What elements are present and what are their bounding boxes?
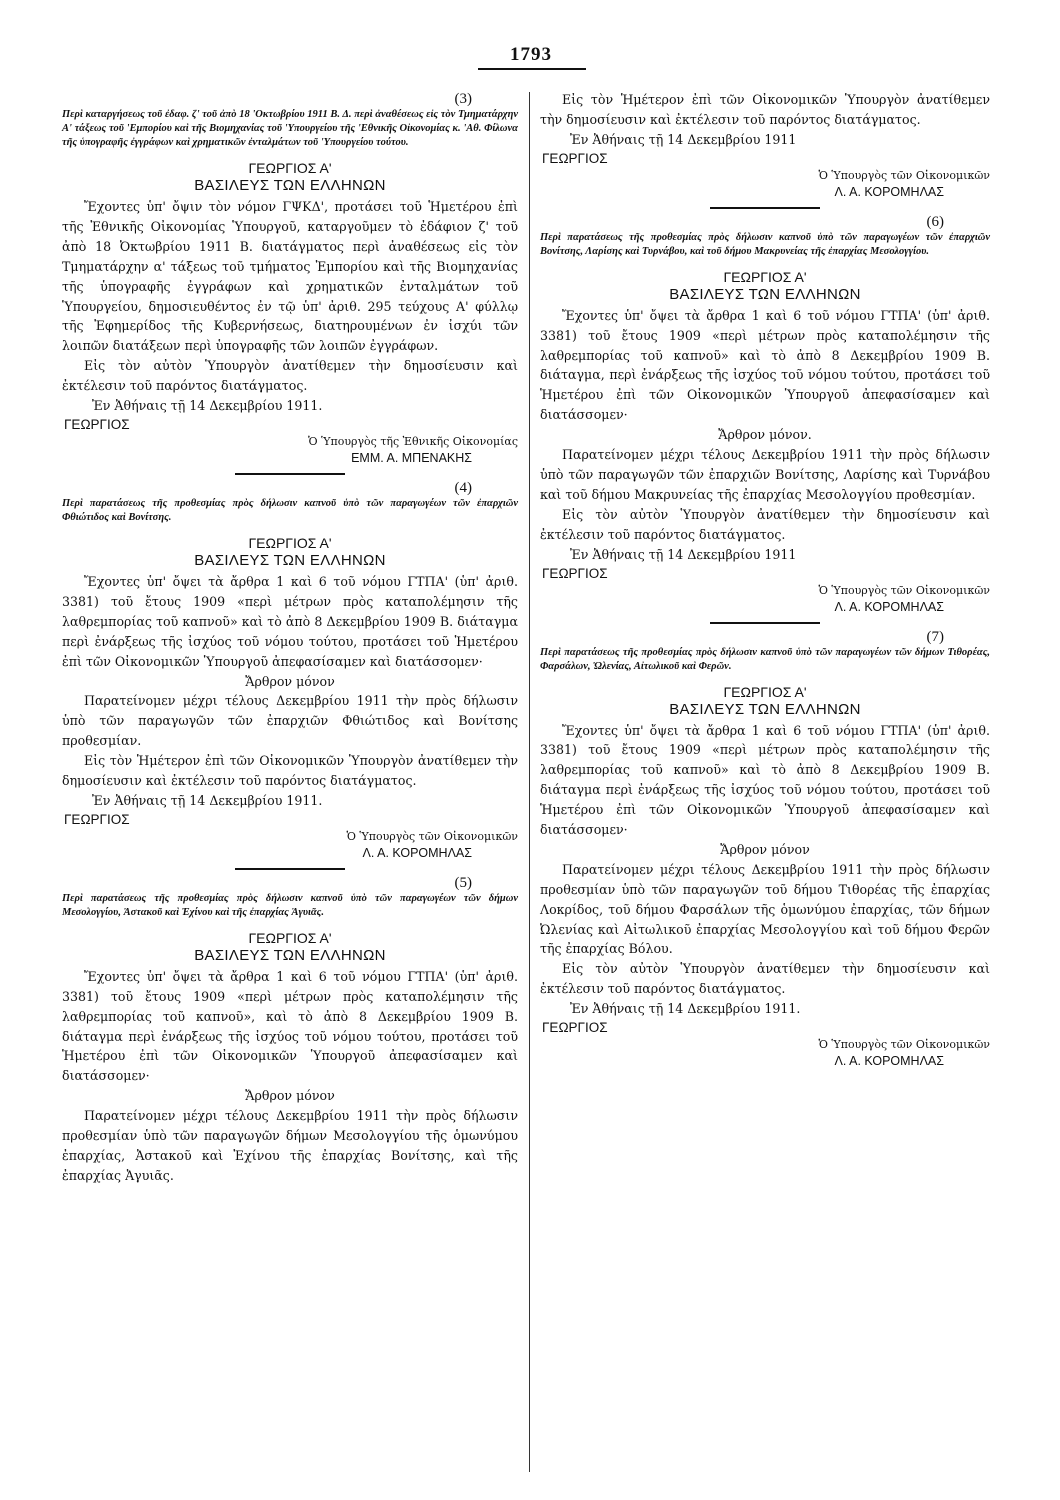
- decree-body: Ἔχοντες ὑπ' ὄψει τὰ ἄρθρα 1 καὶ 6 τοῦ νόμου ΓΤΠΑ' (ὑπ' ἀριθ. 3381) τοῦ ἔτους 1909 «περὶ μέτρων πρὸς καταπολέμησιν τῆς λαθρεμπορίας τοῦ καπνοῦ» καὶ τὸ ἀπὸ 8 Δεκεμβρίου 1909 Β. διάταγμα, περὶ ἐνάρξεως τῆς ἰσχύος τοῦ νόμου τούτου, προτάσει τοῦ Ἡμετέρου ἐπὶ τῶν Οἰκονομικῶν Ὑπουργοῦ ἀπεφασίσαμεν καὶ διατάσσομεν·: [540, 307, 990, 423]
- decree-4: [62, 479, 518, 870]
- page-number-rule: [478, 68, 586, 70]
- decree-heading: Περὶ παρατάσεως τῆς προθεσμίας πρὸς δήλωσιν καπνοῦ ὑπὸ τῶν παραγωγέων τῶν ἐπαρχιῶν Φθιώτιδος καὶ Βονίτσης.: [62, 497, 518, 523]
- decree-date: Ἐν Ἀθήναις τῇ 14 Δεκεμβρίου 1911.: [92, 398, 323, 414]
- article-heading: Ἄρθρον μόνον: [720, 841, 810, 857]
- decree-number: (4): [454, 479, 472, 496]
- minister-title: Ὁ Ὑπουργὸς τῶν Οἰκονομικῶν: [818, 1038, 990, 1052]
- decree-6: [540, 213, 990, 624]
- decree-execution: Εἰς τὸν Ἡμέτερον ἐπὶ τῶν Οἰκονομικῶν Ὑπουργὸν ἀνατίθεμεν τὴν δημοσίευσιν καὶ ἐκτέλεσιν τοῦ παρόντος διατάγματος.: [62, 753, 518, 789]
- decree-body: Ἔχοντες ὑπ' ὄψει τὰ ἄρθρα 1 καὶ 6 τοῦ νόμου ΓΤΠΑ' (ὑπ' ἀριθ. 3381) τοῦ ἔτους 1909 «περὶ μέτρων πρὸς καταπολέμησιν τῆς λαθρεμπορίας τοῦ καπνοῦ» καὶ τὸ ἀπὸ 8 Δεκεμβρίου 1909 Β. διάταγμα περὶ ἐνάρξεως τῆς ἰσχύος τοῦ νόμου τούτου, προτάσει τοῦ Ἡμετέρου ἐπὶ τῶν Οἰκονομικῶν Ὑπουργοῦ ἀπεφασίσαμεν καὶ διατάσσομεν·: [62, 573, 518, 669]
- decree-execution: Εἰς τὸν Ἡμέτερον ἐπὶ τῶν Οἰκονομικῶν Ὑπουργὸν ἀνατίθεμεν τὴν δημοσίευσιν καὶ ἐκτέλεσιν τοῦ παρόντος διατάγματος.: [540, 92, 990, 127]
- decree-extension: Παρατείνομεν μέχρι τέλους Δεκεμβρίου 1911 τὴν πρὸς δήλωσιν προθεσμίαν ὑπὸ τῶν παραγωγῶν τοῦ δήμου Τιθορέας τῆς ἐπαρχίας Λοκρίδος, τοῦ δήμου Φαρσάλων τῆς ὁμωνύμου ἐπαρχίας, τῶν δήμων Ὠλενίας καὶ Αἰτωλικοῦ ἐπαρχίας Μεσολογγίου καὶ τοῦ δήμου Φερῶν τῆς ἐπαρχίας Βόλου.: [540, 861, 990, 957]
- decree-heading: Περὶ παρατάσεως τῆς προθεσμίας πρὸς δήλωσιν καπνοῦ ὑπὸ τῶν παραγωγέων τῶν δήμων Μεσολογγίου, Ἀστακοῦ καὶ Ἐχίνου καὶ τῆς ἐπαρχίας Ἀγυιᾶς.: [62, 892, 518, 918]
- decree-body: Ἔχοντες ὑπ' ὄψει τὰ ἄρθρα 1 καὶ 6 τοῦ νόμου ΓΤΠΑ' (ὑπ' ἀριθ. 3381) τοῦ ἔτους 1909 «περὶ μέτρων πρὸς καταπολέμησιν τῆς λαθρεμπορίας τοῦ καπνοῦ», καὶ τὸ ἀπὸ 8 Δεκεμβρίου 1909 Β. διάταγμα περὶ ἐνάρξεως τῆς ἰσχύος τοῦ νόμου τούτου, προτάσει τοῦ Ἡμετέρου ἐπὶ τῶν Οἰκονομικῶν Ὑπουργοῦ ἀπεφασίσαμεν καὶ διατάσσομεν·: [62, 968, 518, 1084]
- article-heading: Ἄρθρον μόνον: [245, 1088, 335, 1104]
- section-separator: [710, 207, 820, 209]
- minister-name: Λ. Α. ΚΟΡΟΜΗΛΑΣ: [834, 599, 944, 614]
- decree-extension: Παρατείνομεν μέχρι τέλους Δεκεμβρίου 1911 τὴν πρὸς δήλωσιν προθεσμίαν ὑπὸ τῶν παραγωγῶν δήμων Μεσολογγίου τῆς ὁμωνύμου ἐπαρχίας, Ἀστακοῦ καὶ Ἐχίνου τῆς ἐπαρχίας Βονίτσης, καὶ τῆς ἐπαρχίας Ἀγυιᾶς.: [62, 1108, 518, 1183]
- page-number: 1793: [510, 44, 552, 65]
- minister-name: Λ. Α. ΚΟΡΟΜΗΛΑΣ: [834, 1054, 944, 1069]
- decree-date: Ἐν Ἀθήναις τῇ 14 Δεκεμβρίου 1911: [570, 131, 797, 147]
- minister-name: ΕΜΜ. Α. ΜΠΕΝΑΚΗΣ: [351, 450, 472, 465]
- article-heading: Ἄρθρον μόνον.: [718, 427, 812, 443]
- king-title: ΒΑΣΙΛΕΥΣ ΤΩΝ ΕΛΛΗΝΩΝ: [669, 700, 861, 718]
- article-heading: Ἄρθρον μόνον: [245, 673, 335, 689]
- king-title: ΒΑΣΙΛΕΥΣ ΤΩΝ ΕΛΛΗΝΩΝ: [669, 285, 861, 303]
- king-signature: ΓΕΩΡΓΙΟΣ: [64, 416, 130, 432]
- decree-heading: Περὶ παρατάσεως τῆς προθεσμίας πρὸς δήλωσιν καπνοῦ ὑπὸ τῶν παραγωγέων τῶν δήμων Τιθορέας, Φαρσάλων, Ὠλενίας, Αἰτωλικοῦ καὶ Φερῶν.: [540, 646, 990, 672]
- minister-title: Ὁ Ὑπουργὸς τῶν Οἰκονομικῶν: [818, 583, 990, 597]
- king-title: ΒΑΣΙΛΕΥΣ ΤΩΝ ΕΛΛΗΝΩΝ: [194, 551, 386, 569]
- decree-extension: Παρατείνομεν μέχρι τέλους Δεκεμβρίου 1911 τὴν πρὸς δήλωσιν ὑπὸ τῶν παραγωγῶν τῶν ἐπαρχιῶν Φθιώτιδος καὶ Βονίτσης προθεσμίαν.: [62, 693, 518, 749]
- decree-date: Ἐν Ἀθήναις τῇ 14 Δεκεμβρίου 1911.: [570, 1001, 801, 1017]
- minister-name: Λ. Α. ΚΟΡΟΜΗΛΑΣ: [834, 184, 944, 199]
- king-name: ΓΕΩΡΓΙΟΣ Α': [248, 534, 332, 551]
- section-separator: [235, 473, 345, 475]
- decree-number: (3): [454, 91, 472, 107]
- decree-execution: Εἰς τὸν αὐτὸν Ὑπουργὸν ἀνατίθεμεν τὴν δημοσίευσιν καὶ ἐκτέλεσιν τοῦ παρόντος διατάγματος.: [540, 506, 990, 542]
- right-column: [540, 90, 990, 1070]
- king-signature: ΓΕΩΡΓΙΟΣ: [542, 150, 608, 166]
- king-name: ΓΕΩΡΓΙΟΣ Α': [248, 929, 332, 946]
- decree-body: Ἔχοντες ὑπ' ὄψει τὰ ἄρθρα 1 καὶ 6 τοῦ νόμου ΓΤΠΑ' (ὑπ' ἀριθ. 3381) τοῦ ἔτους 1909 «περὶ μέτρων πρὸς καταπολέμησιν τῆς λαθρεμπορίας τοῦ καπνοῦ» καὶ τὸ ἀπὸ 8 Δεκεμβρίου 1909 Β. διάταγμα περὶ ἐνάρξεως τῆς ἰσχύος τοῦ νόμου τούτου, προτάσει τοῦ Ἡμετέρου ἐπὶ τῶν Οἰκονομικῶν Ὑπουργοῦ ἀπεφασίσαμεν καὶ διατάσσομεν·: [540, 722, 990, 838]
- column-divider: [529, 92, 530, 1472]
- minister-title: Ὁ Ὑπουργὸς τῶν Οἰκονομικῶν: [818, 168, 990, 182]
- decree-number: (6): [926, 213, 944, 230]
- decree-date: Ἐν Ἀθήναις τῇ 14 Δεκεμβρίου 1911.: [92, 792, 323, 808]
- minister-name: Λ. Α. ΚΟΡΟΜΗΛΑΣ: [362, 845, 472, 860]
- king-name: ΓΕΩΡΓΙΟΣ Α': [723, 268, 807, 285]
- decree-heading: Περὶ παρατάσεως τῆς προθεσμίας πρὸς δήλωσιν καπνοῦ ὑπὸ τῶν παραγωγέων τῶν ἐπαρχιῶν Βονίτσης, Λαρίσης καὶ Τυρνάβου, καὶ τοῦ δήμου Μακρυνείας τῆς ἐπαρχίας Μεσολογγίου.: [540, 231, 990, 257]
- decree-number: (7): [926, 628, 944, 645]
- section-separator: [710, 622, 820, 624]
- king-signature: ΓΕΩΡΓΙΟΣ: [542, 565, 608, 581]
- minister-title: Ὁ Ὑπουργὸς τῆς Ἐθνικῆς Οἰκονομίας: [308, 434, 518, 448]
- decree-body: Ἔχοντες ὑπ' ὄψιν τὸν νόμον ΓΨΚΔ', προτάσει τοῦ Ἡμετέρου ἐπὶ τῆς Ἐθνικῆς Οἰκονομίας Ὑπουργοῦ, καταργοῦμεν τὸ ἐδάφιον ζ' τοῦ ἀπὸ 18 Ὀκτωβρίου 1911 Β. διατάγματος περὶ ἀναθέσεως εἰς τὸν Τμηματάρχην α' τάξεως τοῦ τμήματος Ἐμπορίου καὶ τῆς Βιομηχανίας τῆς ὑπογραφῆς ἐγγράφων καὶ χρηματικῶν ἐνταλμάτων τοῦ Ὑπουργείου, δημοσιευθέντος ἐν τῷ ὑπ' ἀριθ. 295 τεύχους Α' φύλλῳ τῆς Ἐφημερίδος τῆς Κυβερνήσεως, διατηρουμένων ἐν ἰσχύι τῶν λοιπῶν διατάξεων περὶ ὑπογραφῆς τῶν λοιπῶν ἐγγράφων.: [62, 199, 518, 354]
- decree-date: Ἐν Ἀθήναις τῇ 14 Δεκεμβρίου 1911: [570, 546, 797, 562]
- decree-execution: Εἰς τὸν αὐτὸν Ὑπουργὸν ἀνατίθεμεν τὴν δημοσίευσιν καὶ ἐκτέλεσιν τοῦ παρόντος διατάγματος.: [540, 961, 990, 997]
- decree-number: (5): [454, 874, 472, 891]
- decree-heading: Περὶ καταργήσεως τοῦ ἐδαφ. ζ' τοῦ ἀπὸ 18 'Οκτωβρίου 1911 Β. Δ. περὶ ἀναθέσεως εἰς τὸν Τμηματάρχην Α' τάξεως τοῦ 'Εμπορίου καὶ τῆς Βιομηχανίας τοῦ 'Υπουργείου τῆς 'Εθνικῆς Οἰκονομίας κ. 'Αθ. Φίλωνα τῆς ὑπογραφῆς ἐγγράφων καὶ χρηματικῶν ἐνταλμάτων τοῦ 'Υπουργείου τούτου.: [62, 109, 518, 148]
- decree-3: [62, 90, 518, 475]
- decree-extension: Παρατείνομεν μέχρι τέλους Δεκεμβρίου 1911 τὴν πρὸς δήλωσιν ὑπὸ τῶν παραγωγῶν τῶν ἐπαρχιῶν Βονίτσης, Λαρίσης καὶ Τυρνάβου καὶ τοῦ δήμου Μακρυνείας τῆς ἐπαρχίας Μεσολογγίου προθεσμίαν.: [540, 447, 990, 502]
- decree-5: [62, 874, 518, 1186]
- decree-execution: Εἰς τὸν αὐτὸν Ὑπουργὸν ἀνατίθεμεν τὴν δημοσίευσιν καὶ ἐκτέλεσιν τοῦ παρόντος διατάγματος.: [62, 358, 518, 394]
- left-column: [62, 90, 518, 1186]
- section-separator: [235, 868, 345, 870]
- minister-title: Ὁ Ὑπουργὸς τῶν Οἰκονομικῶν: [346, 829, 518, 843]
- king-name: ΓΕΩΡΓΙΟΣ Α': [248, 160, 332, 176]
- king-signature: ΓΕΩΡΓΙΟΣ: [64, 811, 130, 827]
- king-title: ΒΑΣΙΛΕΥΣ ΤΩΝ ΕΛΛΗΝΩΝ: [194, 946, 386, 964]
- decree-7: [540, 628, 990, 1071]
- king-name: ΓΕΩΡΓΙΟΣ Α': [723, 683, 807, 700]
- decree-5-continuation: [540, 90, 990, 209]
- king-signature: ΓΕΩΡΓΙΟΣ: [542, 1020, 608, 1036]
- king-title: ΒΑΣΙΛΕΥΣ ΤΩΝ ΕΛΛΗΝΩΝ: [194, 177, 386, 194]
